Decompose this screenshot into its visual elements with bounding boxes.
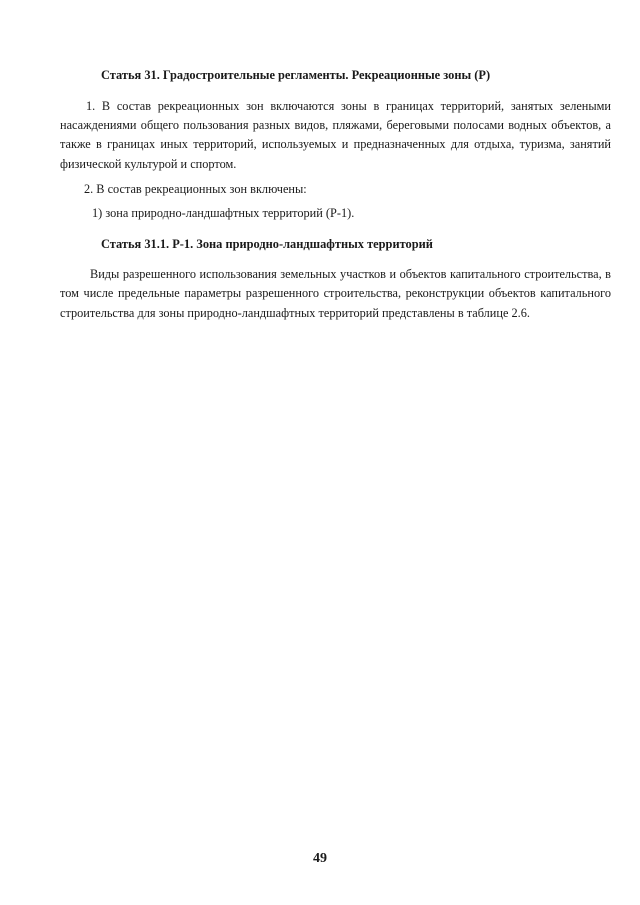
article-31-paragraph-1: 1. В состав рекреационных зон включаются зоны в границах территорий, занятых зелеными насаждениями общего пользования разных видов, пляжами, береговыми полосами водных объектов, а также в границах иных территорий, используемых и предназначенных для отдыха, туризма, занятий физической культурой и спортом. — [60, 99, 611, 171]
article-31-heading: Статья 31. Градостроительные регламенты. Рекреационные зоны (Р) — [101, 68, 491, 82]
article-31-1-heading: Статья 31.1. Р-1. Зона природно-ландшафтных территорий — [101, 237, 433, 252]
article-31-list-item-1: 1) зона природно-ландшафтных территорий (Р-1). — [92, 206, 355, 221]
article-31-paragraph-2: 2. В состав рекреационных зон включены: — [84, 181, 307, 196]
document-page — [60, 66, 611, 323]
article-31-1-paragraph: Виды разрешенного использования земельных участков и объектов капитального строительства, в том числе предельные параметры разрешенного строительства, реконструкции объектов капитального строительства для зоны природно-ландшафтных территорий представлены в таблице 2.6. — [60, 267, 611, 320]
page-number: 49 — [313, 851, 327, 866]
